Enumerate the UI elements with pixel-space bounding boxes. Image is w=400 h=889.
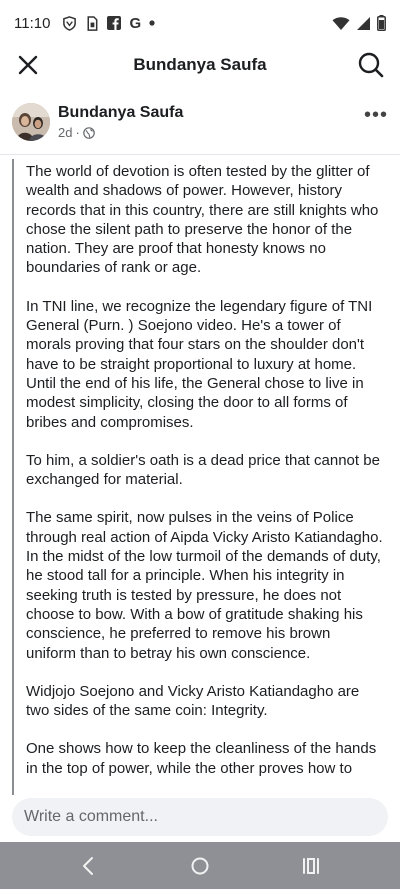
post-paragraph: The same spirit, now pulses in the veins of Police through real action of Aipda Vicky Aristo Katiandagho. In the midst of the low turmoil of the demands of duty, he stood tall for a principle. When his integrity in seeking truth is tested by pressure, he does not choose to bow. With a bow of gratitude shaking his conscience, he preferred to remove his brown uniform than to betray his own conscience. <box>26 509 383 662</box>
meta-separator: · <box>75 125 80 140</box>
facebook-icon <box>107 16 121 30</box>
post-paragraph: To him, a soldier's oath is a dead price that cannot be exchanged for material. <box>26 451 380 489</box>
post-content <box>0 155 400 795</box>
dot-icon <box>149 20 155 26</box>
post-text <box>26 162 384 795</box>
recents-icon[interactable] <box>300 855 322 877</box>
globe-icon <box>83 127 95 139</box>
battery-icon <box>377 15 386 31</box>
post-author[interactable]: Bundanya Saufa <box>58 104 184 121</box>
status-time: 11:10 <box>14 14 51 32</box>
google-icon: G <box>129 14 142 32</box>
post-meta <box>58 125 95 140</box>
vpn-icon <box>62 16 77 31</box>
system-nav-bar <box>0 842 400 889</box>
post-paragraph: One shows how to keep the cleanliness of the hands in the top of power, while the other proves how to <box>26 740 377 777</box>
post-paragraph: In TNI line, we recognize the legendary figure of TNI General (Purn. ) Soejono video. He's a tower of morals proving that four stars on the shoulder don't have to be straight proportional to luxury at home. Until the end of his life, the General chose to live in modest simplicity, closing the door to all forms of bribes and compromises. <box>26 297 373 431</box>
post-paragraph: The world of devotion is often tested by the glitter of wealth and shadows of power. However, history records that in this country, there are still knights who chose the silent path to preserve the honor of the nation. They are proof that honesty knows no boundaries of rank or age. <box>26 163 379 277</box>
home-icon[interactable] <box>189 855 211 877</box>
back-icon[interactable] <box>78 855 100 877</box>
more-options-icon[interactable]: ••• <box>363 104 388 126</box>
wifi-icon <box>332 16 350 31</box>
quote-bar <box>12 159 14 795</box>
comment-placeholder: Write a comment... <box>24 808 158 825</box>
status-right <box>332 15 386 31</box>
post-paragraph: Widjojo Soejono and Vicky Aristo Katiandagho are two sides of the same coin: Integrity. <box>26 682 360 720</box>
avatar-image <box>12 103 50 141</box>
status-bar <box>0 0 400 46</box>
status-left <box>14 15 155 32</box>
sim-icon <box>85 16 99 31</box>
signal-icon <box>356 16 371 31</box>
app-bar <box>0 46 400 84</box>
comment-bar <box>0 796 400 842</box>
post-time[interactable]: 2d <box>58 125 73 140</box>
avatar[interactable] <box>12 103 50 141</box>
post-header <box>0 100 400 150</box>
search-icon[interactable] <box>356 50 386 80</box>
close-icon[interactable] <box>14 51 42 79</box>
comment-input[interactable] <box>12 798 388 836</box>
page-title: Bundanya Saufa <box>133 55 267 74</box>
